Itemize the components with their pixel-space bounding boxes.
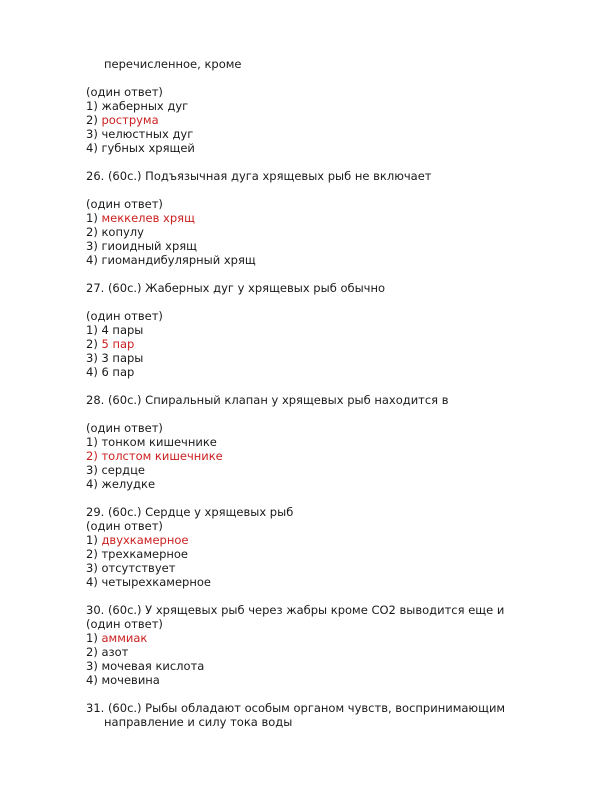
option: 4) губных хрящей bbox=[86, 141, 195, 155]
option-number: 1) bbox=[86, 631, 98, 645]
option: 2) копулу bbox=[86, 225, 144, 239]
option: 4) 6 пар bbox=[86, 365, 135, 379]
answer-mode: (один ответ) bbox=[86, 309, 163, 323]
option: 4) мочевина bbox=[86, 673, 160, 687]
answer-mode: (один ответ) bbox=[86, 519, 163, 533]
option: 1) 4 пары bbox=[86, 323, 144, 337]
option-correct bbox=[86, 533, 188, 547]
answer-mode: (один ответ) bbox=[86, 197, 163, 211]
option: 3) гиоидный хрящ bbox=[86, 239, 198, 253]
option-correct bbox=[86, 211, 195, 225]
option-number: 1) bbox=[86, 533, 98, 547]
answer-mode: (один ответ) bbox=[86, 617, 163, 631]
question-title: 26. (60с.) Подъязычная дуга хрящевых рыб не включает bbox=[86, 169, 432, 183]
option: 4) желудке bbox=[86, 477, 156, 491]
option-number: 2) bbox=[86, 337, 98, 351]
option: 3) 3 пары bbox=[86, 351, 144, 365]
question-title: 27. (60с.) Жаберных дуг у хрящевых рыб обычно bbox=[86, 281, 385, 295]
option: 4) гиомандибулярный хрящ bbox=[86, 253, 256, 267]
correct-answer: 5 пар bbox=[101, 337, 135, 351]
option: 4) четырехкамерное bbox=[86, 575, 211, 589]
answer-mode: (один ответ) bbox=[86, 421, 163, 435]
question-title: 29. (60с.) Сердце у хрящевых рыб bbox=[86, 505, 294, 519]
option: 3) челюстных дуг bbox=[86, 127, 194, 141]
question-title: 30. (60с.) У хрящевых рыб через жабры кроме СО2 выводится еще и bbox=[86, 603, 505, 617]
option: 2) трехкамерное bbox=[86, 547, 189, 561]
question-continuation: перечисленное, кроме bbox=[104, 57, 242, 71]
correct-answer: двухкамерное bbox=[101, 533, 189, 547]
option: 2) азот bbox=[86, 645, 129, 659]
option-correct bbox=[86, 631, 147, 645]
question-title: 31. (60с.) Рыбы обладают особым органом чувств, воспринимающим bbox=[86, 701, 506, 715]
correct-answer: меккелев хрящ bbox=[101, 211, 195, 225]
option: 1) тонком кишечнике bbox=[86, 435, 217, 449]
option: 3) мочевая кислота bbox=[86, 659, 205, 673]
question-title: 28. (60с.) Спиральный клапан у хрящевых рыб находится в bbox=[86, 393, 449, 407]
correct-answer: рострума bbox=[101, 113, 159, 127]
question-continuation: направление и силу тока воды bbox=[104, 715, 293, 729]
option-number: 1) bbox=[86, 211, 98, 225]
option: 3) отсутствует bbox=[86, 561, 176, 575]
option: 1) жаберных дуг bbox=[86, 99, 189, 113]
correct-answer: 2) толстом кишечнике bbox=[86, 449, 223, 463]
option-correct bbox=[86, 113, 159, 127]
correct-answer: аммиак bbox=[101, 631, 148, 645]
option-correct bbox=[86, 337, 134, 351]
answer-mode: (один ответ) bbox=[86, 85, 163, 99]
option-number: 2) bbox=[86, 113, 98, 127]
option: 3) сердце bbox=[86, 463, 146, 477]
